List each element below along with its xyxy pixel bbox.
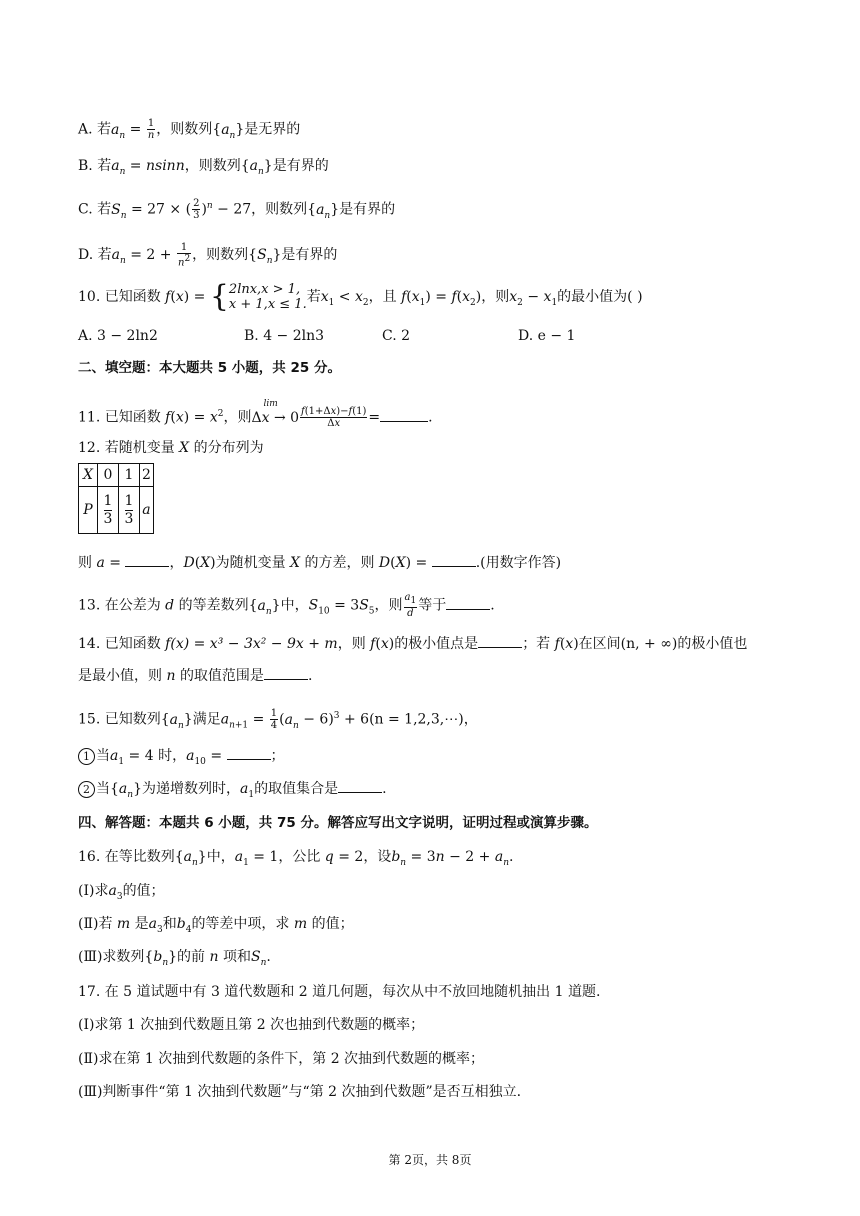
- q10-option-d: D. e − 1: [518, 328, 576, 344]
- prob-one-third: $\frac{1}{3}$: [103, 492, 113, 527]
- prob-one-third: $\frac{1}{3}$: [124, 492, 134, 527]
- q14-range-blank: [264, 667, 308, 680]
- q9-option-b: B. 若$a_n = nsinn$，则数列$\{a_n\}$是有界的: [78, 158, 329, 177]
- section-fill-in-header: 二、填空题：本大题共 5 小题，共 25 分。: [78, 360, 341, 376]
- question-16-part1: (Ⅰ)求$a_3$的值；: [78, 883, 165, 902]
- q9-option-a: A. 若$a_n$ = $\frac{1}{n}$ ，则数列$\{a_n\}$是无界的: [78, 118, 301, 141]
- q13-answer-blank: [446, 597, 490, 610]
- question-14-line2: 是最小值，则 n 的取值范围是 .: [78, 668, 313, 684]
- q9-option-c: C. 若$S_n = 27$ × ( $\frac{2}{3}$ )$^n$ − 27，则数列$\{a_n\}$是有界的: [78, 198, 396, 222]
- question-15: 15. 已知数列$\{a_n\}$满足$a_{n+1}$ = $\frac{1}{4}$ $(a_n - 6)^3 + 6(n$ = 1,2,3,⋯)，: [78, 708, 478, 732]
- question-14: 14. 已知函数 f(x) = x³ − 3x² − 9x + m，则 f(x)的极小值点是 ；若 f(x)在区间(n, + ∞)的极小值也: [78, 636, 748, 652]
- distribution-table: X 0 1 2 P $\frac{1}{3}$ $\frac{1}{3}$ a: [78, 463, 154, 534]
- question-16-part3: (Ⅲ)求数列$\{b_n\}$的前 n 项和$S_n$.: [78, 949, 271, 968]
- q11-answer-blank: [380, 409, 428, 422]
- q9-option-d: D. 若$a_n = 2$ + $\frac{1}{n^2}$ ，则数列$\{S_n\}$是有界的: [78, 242, 338, 269]
- q10-option-a: A. 3 − 2ln2: [78, 328, 158, 344]
- circled-number: 1: [78, 748, 95, 765]
- q14-min-point-blank: [478, 635, 522, 648]
- question-10: 10. 已知函数 f(x) = { 2lnx,x > 1, x + 1,x ≤ 1. 若$x_1 < x_2$，且 $f(x_1) = f(x_2)$，则$x_2 - x_1$的最小值为( ): [78, 279, 643, 314]
- question-13: 13. 在公差为 d 的等差数列$\{a_n\}$中，$S_{10} = 3S_5$，则 $\frac{a_1}{d}$ 等于 .: [78, 592, 495, 619]
- page-footer: 第 2页，共 8页: [388, 1153, 472, 1167]
- question-12-stem: 12. 若随机变量 X 的分布列为: [78, 440, 264, 456]
- q12-variance-blank: [432, 554, 476, 567]
- question-17-part2: (Ⅱ)求在第 1 次抽到代数题的条件下，第 2 次抽到代数题的概率；: [78, 1051, 485, 1067]
- q10-option-c: C. 2: [382, 328, 411, 344]
- q10-options: [78, 326, 778, 346]
- q15-a1-set-blank: [338, 780, 382, 793]
- circled-number: 2: [78, 781, 95, 798]
- question-17-part1: (Ⅰ)求第 1 次抽到代数题且第 2 次也抽到代数题的概率；: [78, 1017, 425, 1033]
- q10-option-b: B. 4 − 2ln3: [244, 328, 325, 344]
- q15-a10-blank: [227, 747, 271, 760]
- question-16: 16. 在等比数列$\{a_n\}$中，$a_1 = 1$，公比 q = 2，设$b_n = 3n - 2 + a_n$.: [78, 849, 514, 868]
- question-16-part2: (Ⅱ)若 m 是$a_3$和$b_4$的等差中项，求 m 的值；: [78, 916, 354, 935]
- question-17-part3: (Ⅲ)判断事件“第 1 次抽到代数题”与“第 2 次抽到代数题”是否互相独立.: [78, 1084, 522, 1100]
- question-11: 11. 已知函数 $f(x) = x^2$，则 lim Δx → 0 $\frac{f(1+\Delta x)-f(1)}{\Delta x}$ = .: [78, 398, 433, 430]
- question-12-ask: 则 a = ，D(X)为随机变量 X 的方差，则 D(X) = .(用数字作答): [78, 555, 562, 571]
- question-15-part1: 1 当$a_1 = 4$ 时，$a_{10}$ = ；: [78, 746, 285, 772]
- q12-a-blank: [125, 554, 169, 567]
- question-15-part2: 2 当$\{a_n\}$为递增数列时，$a_1$的取值集合是 .: [78, 779, 387, 805]
- question-17: 17. 在 5 道试题中有 3 道代数题和 2 道几何题，每次从中不放回地随机抽出 1 道题.: [78, 984, 601, 1000]
- section-solution-header: 四、解答题：本题共 6 小题，共 75 分。解答应写出文字说明，证明过程或演算步骤。: [78, 815, 598, 831]
